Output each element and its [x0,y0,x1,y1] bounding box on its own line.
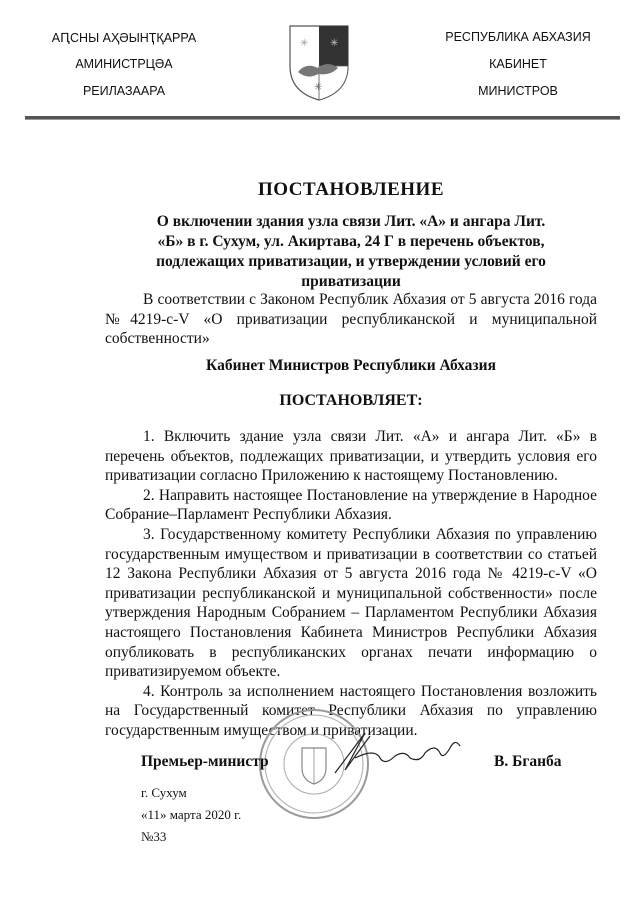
svg-text:✳: ✳ [300,38,309,49]
header-divider [25,116,620,120]
document-number: №33 [141,829,167,844]
decree-items [105,427,597,741]
issue-date: «11» марта 2020 г. [141,807,242,822]
issuing-body: Кабинет Министров Республики Абхазия [206,357,496,374]
decree-item: 4. Контроль за исполнением настоящего Постановления возложить на Государственный комитет Республики Абхазия по управлению государственным имуществом и приватизации. [105,682,597,739]
handwritten-signature [325,728,465,778]
signatory-name: В. Бганба [494,753,562,770]
svg-text:✳: ✳ [314,82,323,93]
decree-item: 1. Включить здание узла связи Лит. «А» и ангара Лит. «Б» в перечень объектов, подлежащих приватизации, и утвердить условия его приватизации согласно Приложению к настоящему Постановлению. [105,428,597,485]
header-left-line: РЕИЛАЗААРА [82,84,166,98]
document-title: ПОСТАНОВЛЕНИЕ [257,179,445,200]
decree-heading: ПОСТАНОВЛЯЕТ: [279,392,423,409]
header-right-line: КАБИНЕТ [489,57,547,71]
header-left-line: АМИНИСТРЦӘА [75,57,173,71]
header-right-line: РЕСПУБЛИКА АБХАЗИЯ [445,30,591,44]
signatory-position: Премьер-министр [141,753,269,770]
preamble: В соответствии с Законом Республик Абхазия от 5 августа 2016 года №4219-с-V «О приватизации республиканской и муниципальной собственности» [105,291,597,348]
svg-text:✳: ✳ [330,38,339,49]
header-right-line: МИНИСТРОВ [478,84,558,98]
issue-city: г. Сухум [141,785,187,800]
decree-item: 3. Государственному комитету Республики Абхазия по управлению государственным имуществом и приватизации в соответствии со статьей 12 Закона Республики Абхазия от 5 августа 2016 года № 4219-с-V «О приватизации республиканской и муниципальной собственности» после утверждения Народным Собранием – Парламентом Республики Абхазия настоящего Постановления Кабинета Министров Республики Абхазия опубликовать в республиканских органах печати информацию о приватизируемом объекте. [105,525,597,681]
coat-of-arms-emblem [288,24,350,102]
decree-item: 2. Направить настоящее Постановление на утверждение в Народное Собрание–Парламент Республики Абхазия. [105,486,597,524]
document-subtitle: О включении здания узла связи Лит. «А» и ангара Лит. «Б» в г. Сухум, ул. Акиртава, 24 Г в перечень объектов, подлежащих приватизации, и утверждении условий его приватизации [156,213,546,290]
header-left-line: АԤСНЫ АҲӘЫНҬҚАРРА [51,31,197,45]
